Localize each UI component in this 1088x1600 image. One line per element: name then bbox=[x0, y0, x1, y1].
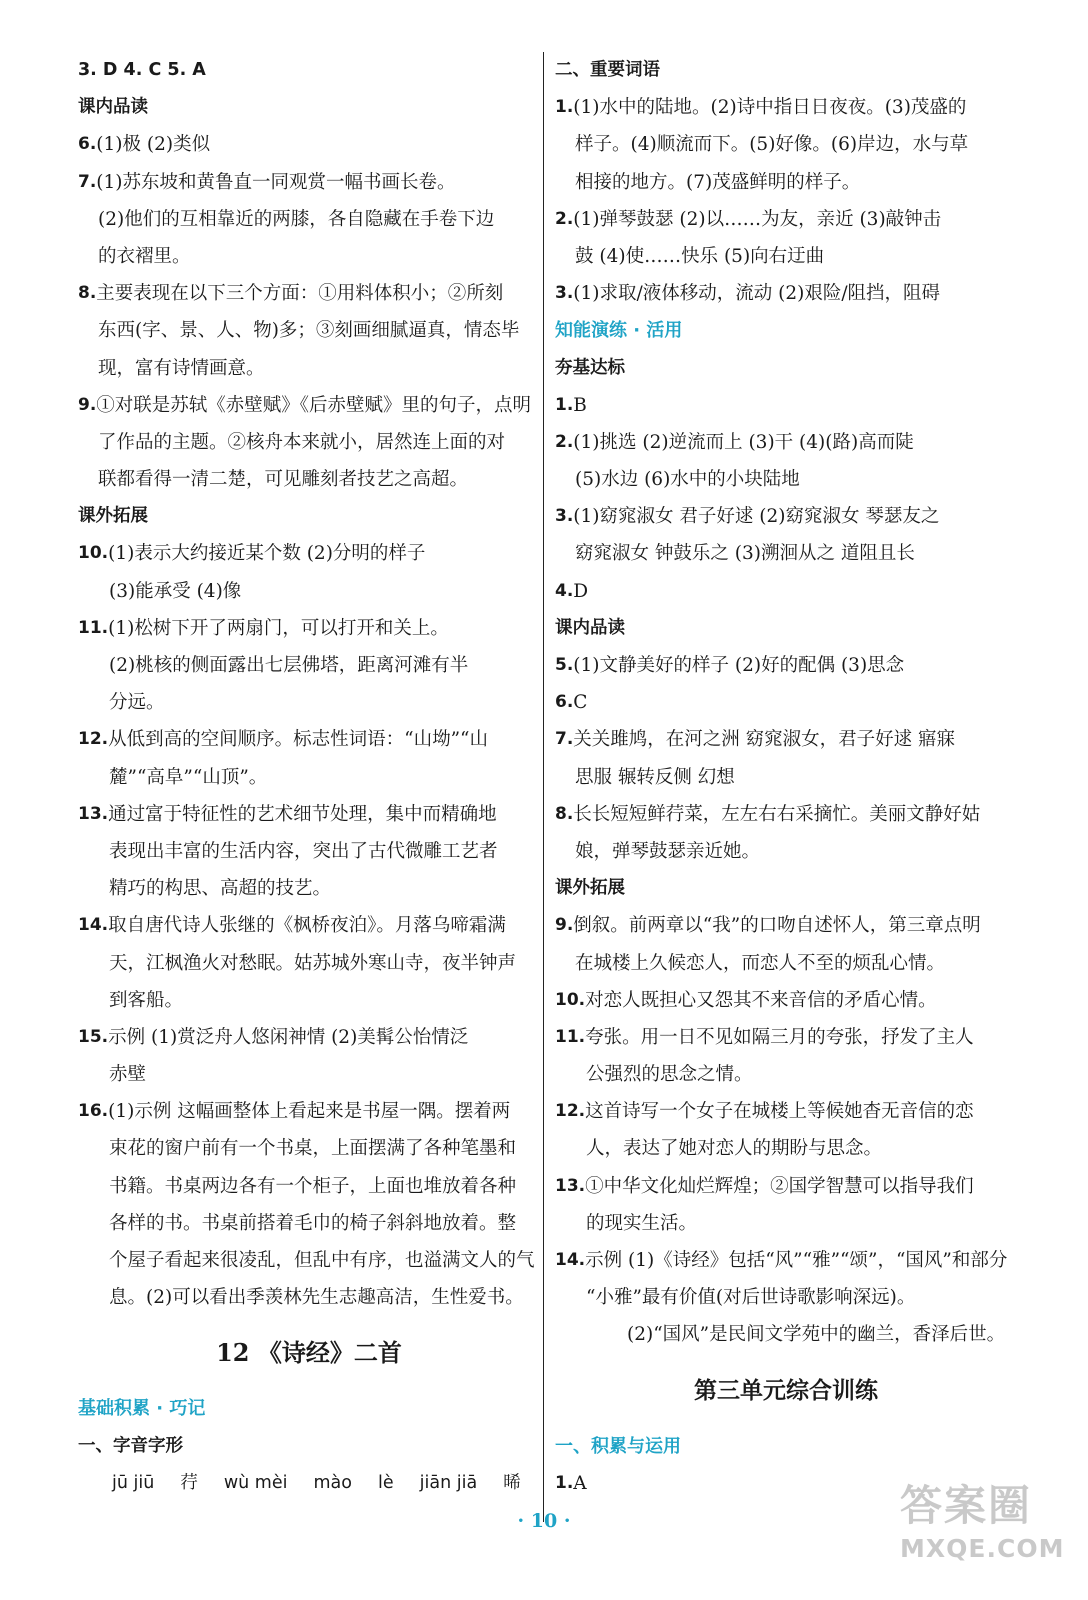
question-7-line-2: (2)他们的互相靠近的两膝，各自隐藏在手卷下边 bbox=[98, 208, 495, 230]
question-16 bbox=[78, 1093, 540, 1130]
question-3 bbox=[555, 275, 1017, 312]
question-11-line-3: 分远。 bbox=[109, 692, 165, 714]
question-number: 8. bbox=[555, 803, 574, 824]
question-6 bbox=[78, 126, 540, 163]
practice-question-13-line-2: 的现实生活。 bbox=[586, 1212, 698, 1234]
question-text: (1)求取/液体移动，流动 (2)艰险/阻挡，阻碍 bbox=[573, 283, 941, 305]
pinyin-item: mào bbox=[313, 1472, 352, 1493]
question-16-line-2: 束花的窗户前有一个书桌，上面摆满了各种笔墨和 bbox=[109, 1138, 517, 1160]
question-text: B bbox=[573, 394, 587, 416]
question-12-line-2: 麓”“高阜”“山顶”。 bbox=[109, 766, 268, 788]
pinyin-item: 晞 bbox=[503, 1472, 521, 1493]
question-12 bbox=[78, 721, 540, 758]
question-text: 从低到高的空间顺序。标志性词语：“山坳”“山 bbox=[108, 729, 489, 751]
practice-question-3 bbox=[555, 498, 1017, 535]
section-heading-extracurricular: 课外拓展 bbox=[78, 506, 148, 527]
section-band-practice: 知能演练 · 活用 bbox=[555, 320, 683, 342]
pinyin-item: wù mèi bbox=[223, 1472, 288, 1493]
question-14-line-2: 天，江枫渔火对愁眠。姑苏城外寒山寺，夜半钟声 bbox=[109, 952, 517, 974]
question-16-line-5: 个屋子看起来很凌乱，但乱中有序，也溢满文人的气 bbox=[109, 1250, 535, 1271]
watermark-url: MXQE.COM bbox=[900, 1534, 1065, 1563]
question-text: (1)窈窕淑女 君子好逑 (2)窈窕淑女 琴瑟友之 bbox=[573, 506, 940, 528]
practice-question-5 bbox=[555, 647, 1017, 684]
question-13-line-3: 精巧的构思、高超的技艺。 bbox=[109, 878, 332, 900]
question-text: (1)挑选 (2)逆流而上 (3)干 (4)(路)高而陡 bbox=[573, 431, 914, 453]
question-number: 5. bbox=[555, 655, 574, 675]
question-8-line-2: 东西(字、景、人、物)多；③刻画细腻逼真，情态毕 bbox=[98, 320, 520, 342]
section-band-basic-accumulation: 基础积累 · 巧记 bbox=[78, 1398, 206, 1420]
question-16-line-4: 各样的书。书桌前搭着毛巾的椅子斜斜地放着。整 bbox=[109, 1212, 517, 1234]
question-number: 13. bbox=[78, 803, 109, 824]
question-number: 11. bbox=[78, 617, 109, 638]
question-text: (1)极 (2)类似 bbox=[96, 134, 211, 156]
question-text: D bbox=[573, 580, 589, 602]
pinyin-item: 荇 bbox=[180, 1472, 198, 1493]
question-number: 8. bbox=[78, 283, 97, 304]
question-15 bbox=[78, 1019, 540, 1056]
left-column bbox=[78, 52, 540, 1502]
practice-question-9 bbox=[555, 907, 1017, 944]
question-text: 这首诗写一个女子在城楼上等候她杳无音信的恋 bbox=[585, 1101, 974, 1123]
lesson-title: 12 《诗经》二首 bbox=[216, 1338, 402, 1368]
section-heading-in-class-reading: 课内品读 bbox=[555, 617, 625, 638]
practice-question-11 bbox=[555, 1019, 1017, 1056]
question-9-line-3: 联都看得一清二楚，可见雕刻者技艺之高超。 bbox=[98, 469, 469, 491]
question-14 bbox=[78, 907, 540, 944]
question-1-line-2: 样子。(4)顺流而下。(5)好像。(6)岸边，水与草 bbox=[575, 134, 969, 156]
question-16-line-6: 息。(2)可以看出季羡林先生志趣高洁，生性爱书。 bbox=[109, 1287, 524, 1309]
unit-title: 第三单元综合训练 bbox=[694, 1377, 878, 1404]
question-number: 9. bbox=[78, 394, 97, 415]
practice-question-8 bbox=[555, 796, 1017, 833]
question-8 bbox=[78, 275, 540, 312]
pinyin-item: jiān jiā bbox=[419, 1472, 478, 1493]
question-number: 1. bbox=[555, 1472, 574, 1493]
practice-question-9-line-2: 在城楼上久候恋人，而恋人不至的烦乱心情。 bbox=[575, 952, 946, 974]
question-11-line-2: (2)桃核的侧面露出七层佛塔，距离河滩有半 bbox=[109, 655, 469, 676]
question-text: 示例 (1)赏泛舟人悠闲神情 (2)美髯公怡情泛 bbox=[108, 1026, 469, 1048]
practice-question-12 bbox=[555, 1093, 1017, 1130]
question-9-line-2: 了作品的主题。②核舟本来就小，居然连上面的对 bbox=[98, 431, 506, 453]
question-text: (1)弹琴鼓瑟 (2)以……为友，亲近 (3)敲钟击 bbox=[573, 208, 942, 230]
question-number: 9. bbox=[555, 915, 574, 936]
right-column bbox=[555, 52, 1017, 1502]
section-heading-extracurricular: 课外拓展 bbox=[555, 878, 625, 899]
question-text: (1)表示大约接近某个数 (2)分明的样子 bbox=[108, 543, 426, 565]
section-heading-pronunciation: 一、字音字形 bbox=[78, 1435, 183, 1456]
question-number: 12. bbox=[555, 1101, 586, 1122]
question-number: 13. bbox=[555, 1175, 586, 1196]
question-text: 取自唐代诗人张继的《枫桥夜泊》。月落乌啼霜满 bbox=[108, 915, 506, 937]
question-14-line-3: 到客船。 bbox=[109, 989, 184, 1011]
question-text: 示例 (1)《诗经》包括“风”“雅”“颂”，“国风”和部分 bbox=[585, 1250, 1008, 1271]
practice-question-13 bbox=[555, 1168, 1017, 1205]
practice-question-7 bbox=[555, 721, 1017, 758]
question-number: 12. bbox=[78, 729, 109, 750]
question-text: 长长短短鲜荇菜，左左右右采摘忙。美丽文静好姑 bbox=[573, 803, 981, 825]
question-9 bbox=[78, 387, 540, 424]
question-number: 1. bbox=[555, 97, 574, 118]
section-heading-foundation: 夯基达标 bbox=[555, 357, 625, 378]
question-number: 1. bbox=[555, 394, 574, 415]
question-10 bbox=[78, 535, 540, 572]
practice-question-6 bbox=[555, 684, 1017, 721]
practice-question-2-line-2: (5)水边 (6)水中的小块陆地 bbox=[575, 469, 800, 491]
practice-question-3-line-2: 窈窕淑女 钟鼓乐之 (3)溯洄从之 道阻且长 bbox=[575, 543, 915, 565]
question-number: 4. bbox=[555, 580, 574, 601]
section-heading-key-words: 二、重要词语 bbox=[555, 60, 660, 80]
question-16-line-3: 书籍。书桌两边各有一个柜子，上面也堆放着各种 bbox=[109, 1175, 517, 1197]
pinyin-item: jū jiū bbox=[112, 1472, 155, 1493]
practice-question-8-line-2: 娘，弹琴鼓瑟亲近她。 bbox=[575, 840, 761, 862]
practice-question-4 bbox=[555, 573, 1017, 610]
page-number: · 10 · bbox=[517, 1510, 571, 1532]
question-text: 通过富于特征性的艺术细节处理，集中而精确地 bbox=[108, 803, 497, 825]
question-text: 倒叙。前两章以“我”的口吻自述怀人，第三章点明 bbox=[573, 915, 981, 937]
question-number: 3. bbox=[555, 506, 574, 527]
answer-line-3-5: 3. D 4. C 5. A bbox=[78, 60, 206, 80]
question-number: 7. bbox=[78, 171, 97, 192]
question-15-line-2: 赤壁 bbox=[109, 1064, 147, 1086]
pinyin-answer-row bbox=[78, 1465, 540, 1502]
question-number: 16. bbox=[78, 1101, 109, 1122]
practice-question-1 bbox=[555, 387, 1017, 424]
question-text: 主要表现在以下三个方面：①用料体积小；②所刻 bbox=[96, 283, 504, 305]
question-text: (1)水中的陆地。(2)诗中指日日夜夜。(3)茂盛的 bbox=[573, 97, 967, 119]
question-number: 6. bbox=[78, 134, 97, 155]
question-number: 7. bbox=[555, 729, 574, 750]
question-number: 2. bbox=[555, 208, 574, 229]
section-heading-in-class-reading: 课内品读 bbox=[78, 97, 148, 118]
question-text: ①中华文化灿烂辉煌；②国学智慧可以指导我们 bbox=[585, 1175, 974, 1197]
question-7 bbox=[78, 164, 540, 201]
question-1-line-3: 相接的地方。(7)茂盛鲜明的样子。 bbox=[575, 171, 861, 193]
question-2-line-2: 鼓 (4)使……快乐 (5)向右迂曲 bbox=[575, 245, 825, 267]
practice-question-12-line-2: 人，表达了她对恋人的期盼与思念。 bbox=[586, 1138, 883, 1160]
watermark-logo bbox=[900, 1478, 1070, 1588]
question-text: C bbox=[573, 692, 588, 714]
question-13-line-2: 表现出丰富的生活内容，突出了古代微雕工艺者 bbox=[109, 840, 498, 862]
question-7-line-3: 的衣褶里。 bbox=[98, 245, 191, 267]
question-11 bbox=[78, 610, 540, 647]
question-text: ①对联是苏轼《赤壁赋》《后赤壁赋》里的句子，点明 bbox=[96, 394, 532, 416]
question-text: 关关雎鸠，在河之洲 窈窕淑女，君子好逑 寤寐 bbox=[573, 729, 956, 751]
question-13 bbox=[78, 796, 540, 833]
practice-question-7-line-2: 思服 辗转反侧 幻想 bbox=[575, 766, 735, 788]
practice-question-11-line-2: 公强烈的思念之情。 bbox=[586, 1064, 753, 1086]
column-divider bbox=[543, 52, 544, 1522]
question-2 bbox=[555, 201, 1017, 238]
practice-question-10 bbox=[555, 982, 1017, 1019]
question-number: 2. bbox=[555, 431, 574, 452]
question-number: 6. bbox=[555, 692, 574, 713]
question-number: 14. bbox=[78, 915, 109, 936]
question-number: 3. bbox=[555, 283, 574, 304]
question-text: A bbox=[573, 1472, 587, 1494]
question-number: 10. bbox=[555, 989, 586, 1010]
practice-question-14 bbox=[555, 1242, 1017, 1279]
question-1 bbox=[555, 89, 1017, 126]
question-text: 对恋人既担心又怨其不来音信的矛盾心情。 bbox=[585, 989, 937, 1011]
practice-question-14-line-3: (2)“国风”是民间文学苑中的幽兰，香泽后世。 bbox=[627, 1324, 1006, 1346]
question-10-line-2: (3)能承受 (4)像 bbox=[109, 580, 242, 602]
question-text: 夸张。用一日不见如隔三月的夸张，抒发了主人 bbox=[585, 1026, 974, 1048]
question-text: (1)文静美好的样子 (2)好的配偶 (3)思念 bbox=[573, 655, 905, 676]
question-text: (1)苏东坡和黄鲁直一同观赏一幅书画长卷。 bbox=[96, 171, 456, 193]
practice-question-14-line-2: “小雅”最有价值(对后世诗歌影响深远)。 bbox=[586, 1287, 916, 1309]
watermark-text: 答案圈 bbox=[900, 1481, 1033, 1530]
pinyin-item: lè bbox=[377, 1472, 394, 1493]
section-band-accumulation-application: 一、积累与运用 bbox=[555, 1435, 681, 1457]
question-text: (1)松树下开了两扇门，可以打开和关上。 bbox=[108, 617, 449, 639]
question-number: 15. bbox=[78, 1026, 109, 1047]
question-8-line-3: 现，富有诗情画意。 bbox=[98, 357, 265, 379]
question-number: 14. bbox=[555, 1250, 586, 1270]
question-text: (1)示例 这幅画整体上看起来是书屋一隅。摆着两 bbox=[108, 1101, 511, 1123]
question-number: 10. bbox=[78, 543, 109, 564]
question-number: 11. bbox=[555, 1026, 586, 1047]
practice-question-2 bbox=[555, 424, 1017, 461]
